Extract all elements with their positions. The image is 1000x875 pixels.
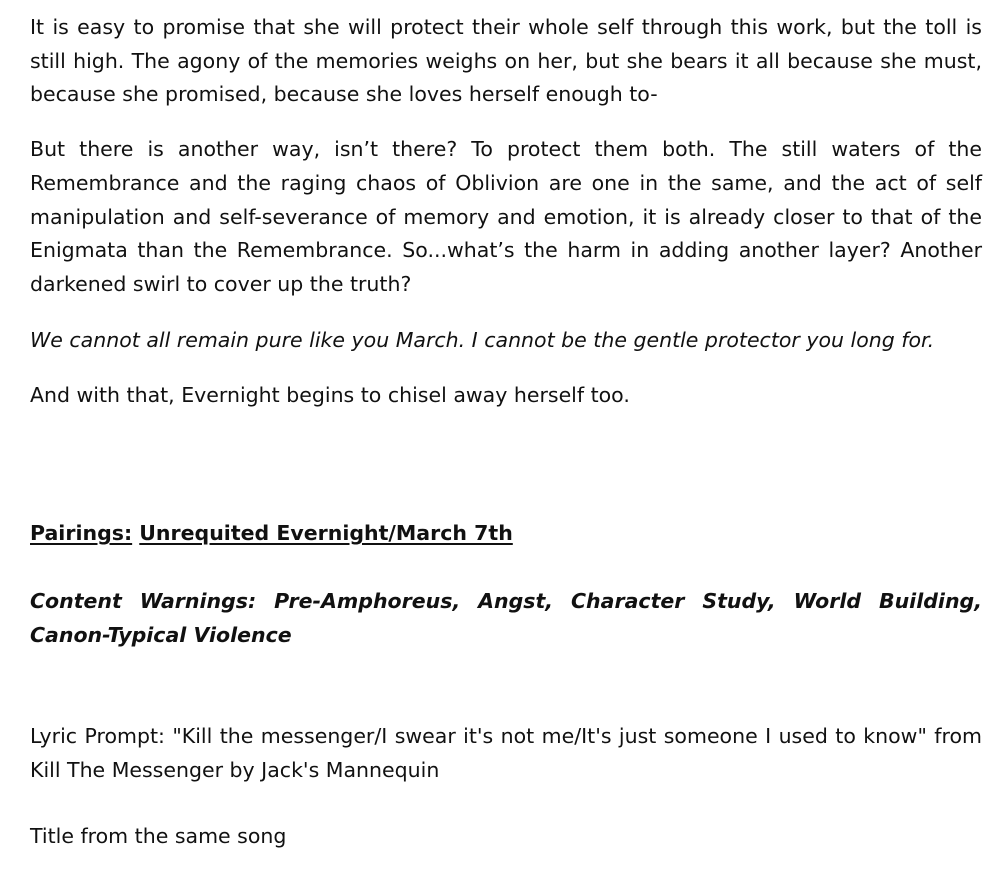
italic-quote-paragraph: We cannot all remain pure like you March. I cannot be the gentle protector you long for. <box>30 327 935 352</box>
lyric-prompt: Lyric Prompt: "Kill the messenger/I swear it's not me/It's just someone I used to know" from Kill The Messenger by Jack's Mannequin <box>30 724 982 782</box>
pairings-label: Pairings: <box>30 521 133 545</box>
content-warnings: Content Warnings: Pre-Amphoreus, Angst, Character Study, World Building, Canon-Typical Violence <box>30 589 982 647</box>
title-source-note: Title from the same song <box>30 824 287 848</box>
story-paragraph: But there is another way, isn’t there? To protect them both. The still waters of the Remembrance and the raging chaos of Oblivion are one in the same, and the act of self manipulation and self-severance of memory and emotion, it is already closer to that of the Enigmata than the Remembrance. So...what’s the harm in adding another layer? Another darkened swirl to cover up the truth? <box>30 137 982 296</box>
story-paragraph: It is easy to promise that she will protect their whole self through this work, but the toll is still high. The agony of the memories weighs on her, but she bears it all because she must, because she promised, because she loves herself enough to- <box>30 15 982 107</box>
pairings-line <box>30 517 513 551</box>
pairings-value: Unrequited Evernight/March 7th <box>139 521 513 545</box>
story-paragraph: And with that, Evernight begins to chisel away herself too. <box>30 383 630 408</box>
